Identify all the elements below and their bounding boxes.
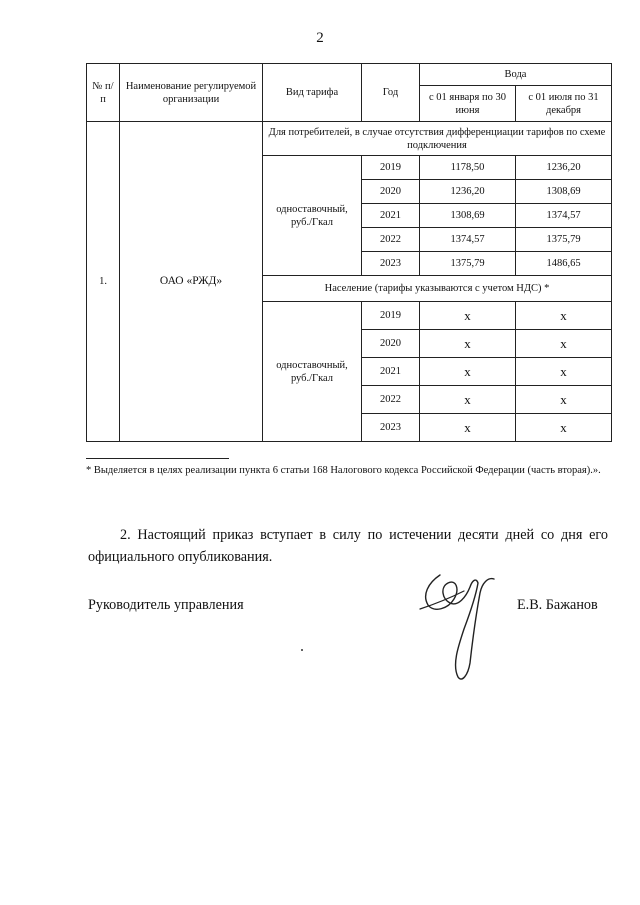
value-cell-h1: x [420,414,516,442]
year-cell: 2020 [362,180,420,204]
section-title: Для потребителей, в случае отсутствия дифференциации тарифов по схеме подключения [263,122,612,156]
value-cell-h1: x [420,386,516,414]
header-year: Год [362,64,420,122]
value-cell-h2: 1374,57 [516,204,612,228]
signatory-title: Руководитель управления [88,597,244,613]
footnote-divider [86,458,229,459]
footnote: * Выделяется в целях реализации пункта 6 статьи 168 Налогового кодекса Российской Федерации (часть вторая).». [86,465,601,476]
value-cell-h1: 1308,69 [420,204,516,228]
header-period-2: с 01 июля по 31 декабря [516,86,612,122]
stray-mark [301,649,303,651]
header-num: № п/п [87,64,120,122]
value-cell-h2: x [516,414,612,442]
section-title: Население (тарифы указываются с учетом НДС) * [263,276,612,302]
value-cell-h2: x [516,386,612,414]
header-resource: Вода [420,64,612,86]
year-cell: 2019 [362,302,420,330]
table-header-row [87,64,612,86]
value-cell-h2: 1308,69 [516,180,612,204]
organization-name: ОАО «РЖД» [120,122,263,442]
header-period-1: с 01 января по 30 июня [420,86,516,122]
value-cell-h2: 1236,20 [516,156,612,180]
header-organization: Наименование регулируемой организации [120,64,263,122]
value-cell-h2: 1375,79 [516,228,612,252]
year-cell: 2023 [362,414,420,442]
tariff-type-cell: одноставочный, руб./Гкал [263,156,362,276]
value-cell-h2: x [516,302,612,330]
value-cell-h1: 1374,57 [420,228,516,252]
year-cell: 2022 [362,228,420,252]
section-title-row [87,122,612,156]
tariff-type-cell: одноставочный, руб./Гкал [263,302,362,442]
year-cell: 2022 [362,386,420,414]
year-cell: 2021 [362,204,420,228]
handwritten-signature [418,565,508,695]
tariff-table [86,63,612,442]
value-cell-h2: x [516,330,612,358]
year-cell: 2023 [362,252,420,276]
row-number: 1. [87,122,120,442]
signatory-name: Е.В. Бажанов [517,597,598,613]
page-number: 2 [316,30,324,46]
year-cell: 2021 [362,358,420,386]
value-cell-h1: 1375,79 [420,252,516,276]
value-cell-h1: 1236,20 [420,180,516,204]
order-paragraph: 2. Настоящий приказ вступает в силу по истечении десяти дней со дня его официального опубликования. [88,527,608,565]
value-cell-h1: x [420,330,516,358]
year-cell: 2020 [362,330,420,358]
value-cell-h1: 1178,50 [420,156,516,180]
value-cell-h1: x [420,358,516,386]
value-cell-h1: x [420,302,516,330]
value-cell-h2: x [516,358,612,386]
header-tariff-type: Вид тарифа [263,64,362,122]
value-cell-h2: 1486,65 [516,252,612,276]
year-cell: 2019 [362,156,420,180]
